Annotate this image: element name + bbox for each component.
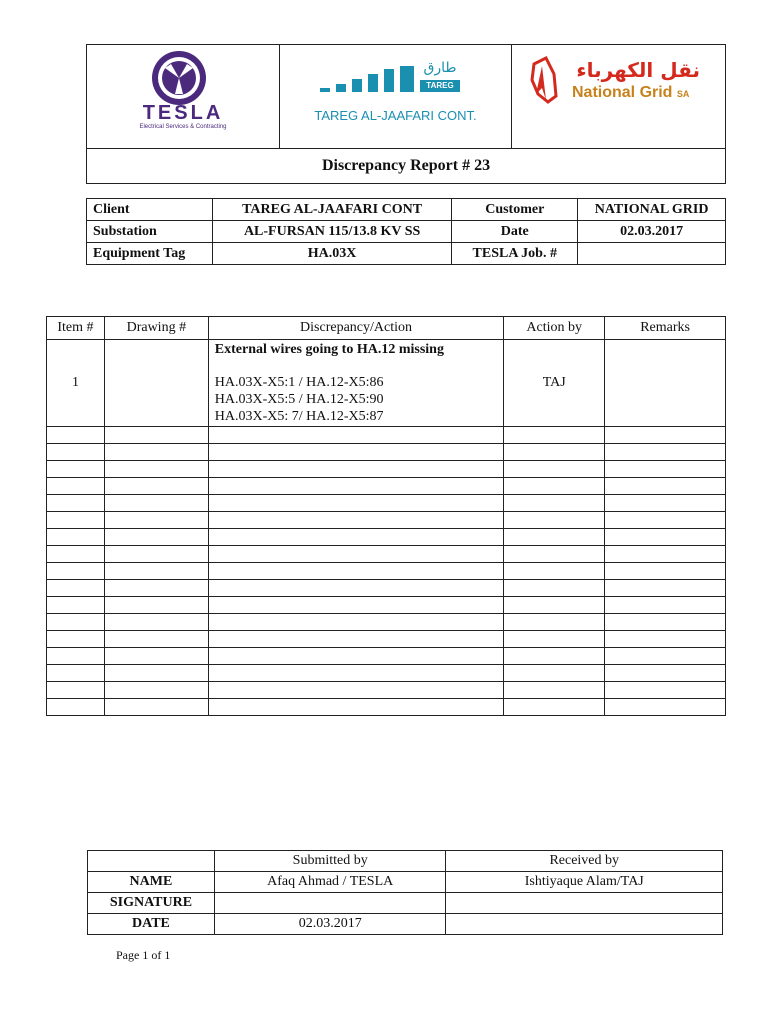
empty-cell xyxy=(605,478,726,495)
tareg-arabic: طارق xyxy=(423,60,457,76)
empty-cell xyxy=(605,597,726,614)
empty-cell xyxy=(208,495,504,512)
empty-cell xyxy=(208,580,504,597)
client-label: Client xyxy=(87,199,213,221)
received-signature xyxy=(446,893,723,914)
date-value: 02.03.2017 xyxy=(578,221,726,243)
empty-cell xyxy=(504,563,605,580)
header-logos xyxy=(86,44,726,182)
ng-name xyxy=(572,84,689,102)
empty-cell xyxy=(208,682,504,699)
sig-corner xyxy=(88,851,215,872)
empty-cell xyxy=(47,478,105,495)
empty-cell xyxy=(47,682,105,699)
empty-cell xyxy=(47,665,105,682)
empty-cell xyxy=(47,597,105,614)
ng-arabic: نقل الكهرباء xyxy=(576,58,700,82)
empty-cell xyxy=(47,495,105,512)
discrepancy-cell xyxy=(208,340,504,427)
table-row xyxy=(47,563,726,580)
empty-cell xyxy=(605,512,726,529)
empty-cell xyxy=(504,682,605,699)
empty-cell xyxy=(104,699,208,716)
signature-label: SIGNATURE xyxy=(88,893,215,914)
empty-cell xyxy=(208,563,504,580)
signature-table xyxy=(87,850,723,935)
received-date xyxy=(446,914,723,935)
empty-cell xyxy=(208,614,504,631)
date-row-label: DATE xyxy=(88,914,215,935)
empty-cell xyxy=(47,546,105,563)
table-row xyxy=(47,597,726,614)
table-row xyxy=(47,546,726,563)
submitted-name: Afaq Ahmad / TESLA xyxy=(214,872,446,893)
empty-cell xyxy=(208,512,504,529)
empty-cell xyxy=(504,427,605,444)
empty-cell xyxy=(605,427,726,444)
empty-cell xyxy=(104,665,208,682)
report-title: Discrepancy Report # 23 xyxy=(86,148,726,184)
discrepancy-table xyxy=(46,316,726,716)
discrepancy-line: HA.03X-X5: 7/ HA.12-X5:87 xyxy=(214,409,384,424)
tesla-name: TESLA xyxy=(142,102,224,124)
empty-cell xyxy=(504,529,605,546)
empty-cell xyxy=(208,665,504,682)
empty-cell xyxy=(504,665,605,682)
empty-cell xyxy=(504,631,605,648)
submitted-date: 02.03.2017 xyxy=(214,914,446,935)
empty-cell xyxy=(504,648,605,665)
empty-cell xyxy=(104,580,208,597)
table-row xyxy=(47,699,726,716)
item-number: 1 xyxy=(47,340,105,427)
empty-cell xyxy=(47,563,105,580)
page-number: Page 1 of 1 xyxy=(116,948,171,962)
empty-cell xyxy=(208,427,504,444)
table-row xyxy=(47,427,726,444)
header-item: Item # xyxy=(47,317,105,340)
header-remarks: Remarks xyxy=(605,317,726,340)
empty-cell xyxy=(47,699,105,716)
table-row xyxy=(47,495,726,512)
tareg-logo xyxy=(280,44,511,148)
date-label: Date xyxy=(452,221,578,243)
empty-cell xyxy=(605,699,726,716)
empty-cell xyxy=(605,580,726,597)
empty-cell xyxy=(605,461,726,478)
header-drawing: Drawing # xyxy=(104,317,208,340)
empty-cell xyxy=(104,597,208,614)
empty-cell xyxy=(104,495,208,512)
empty-cell xyxy=(104,546,208,563)
table-row xyxy=(47,580,726,597)
empty-cell xyxy=(208,529,504,546)
empty-cell xyxy=(104,478,208,495)
empty-cell xyxy=(605,614,726,631)
empty-cell xyxy=(208,478,504,495)
empty-cell xyxy=(504,699,605,716)
empty-cell xyxy=(104,427,208,444)
empty-cell xyxy=(605,529,726,546)
action-by: TAJ xyxy=(504,340,605,427)
empty-cell xyxy=(504,597,605,614)
empty-cell xyxy=(47,512,105,529)
empty-cell xyxy=(104,444,208,461)
empty-cell xyxy=(605,648,726,665)
table-row xyxy=(47,682,726,699)
empty-cell xyxy=(47,461,105,478)
empty-cell xyxy=(104,512,208,529)
discrepancy-heading: External wires going to HA.12 missing xyxy=(214,342,444,357)
empty-cell xyxy=(104,529,208,546)
empty-cell xyxy=(104,648,208,665)
empty-cell xyxy=(605,682,726,699)
empty-cell xyxy=(605,631,726,648)
empty-cell xyxy=(47,444,105,461)
ng-suffix: SA xyxy=(676,89,690,99)
empty-cell xyxy=(605,563,726,580)
info-table xyxy=(86,198,726,265)
table-row xyxy=(47,614,726,631)
empty-cell xyxy=(208,546,504,563)
national-grid-logo xyxy=(512,44,725,148)
table-row xyxy=(47,478,726,495)
empty-cell xyxy=(504,512,605,529)
empty-cell xyxy=(504,614,605,631)
customer-value: NATIONAL GRID xyxy=(578,199,726,221)
empty-cell xyxy=(504,444,605,461)
empty-cell xyxy=(47,427,105,444)
empty-cell xyxy=(104,461,208,478)
empty-cell xyxy=(208,597,504,614)
empty-cell xyxy=(208,444,504,461)
empty-cell xyxy=(47,580,105,597)
table-row xyxy=(47,461,726,478)
substation-value: AL-FURSAN 115/13.8 KV SS xyxy=(212,221,452,243)
empty-cell xyxy=(47,648,105,665)
empty-cell xyxy=(47,631,105,648)
empty-cell xyxy=(605,665,726,682)
name-label: NAME xyxy=(88,872,215,893)
table-row xyxy=(47,648,726,665)
empty-cell xyxy=(605,444,726,461)
equipment-tag-value: HA.03X xyxy=(212,243,452,265)
empty-cell xyxy=(208,699,504,716)
submitted-by-header: Submitted by xyxy=(214,851,446,872)
tesla-logo xyxy=(87,44,279,148)
empty-cell xyxy=(208,461,504,478)
table-row xyxy=(47,444,726,461)
received-name: Ishtiyaque Alam/TAJ xyxy=(446,872,723,893)
header-action-by: Action by xyxy=(504,317,605,340)
empty-cell xyxy=(504,478,605,495)
remarks xyxy=(605,340,726,427)
tareg-name: TAREG AL-JAAFARI CONT. xyxy=(314,108,477,123)
empty-cell xyxy=(605,495,726,512)
client-value: TAREG AL-JAAFARI CONT xyxy=(212,199,452,221)
empty-cell xyxy=(504,495,605,512)
tareg-badge: TAREG xyxy=(426,81,454,90)
equipment-tag-label: Equipment Tag xyxy=(87,243,213,265)
empty-cell xyxy=(47,614,105,631)
empty-cell xyxy=(504,546,605,563)
customer-label: Customer xyxy=(452,199,578,221)
received-by-header: Received by xyxy=(446,851,723,872)
empty-cell xyxy=(104,614,208,631)
discrepancy-line: HA.03X-X5:1 / HA.12-X5:86 xyxy=(214,375,384,390)
table-row xyxy=(47,631,726,648)
empty-cell xyxy=(104,631,208,648)
table-row xyxy=(47,665,726,682)
empty-cell xyxy=(104,563,208,580)
empty-cell xyxy=(47,529,105,546)
substation-label: Substation xyxy=(87,221,213,243)
table-row xyxy=(47,529,726,546)
job-number-label: TESLA Job. # xyxy=(452,243,578,265)
empty-cell xyxy=(504,580,605,597)
drawing-number xyxy=(104,340,208,427)
header-discrepancy: Discrepancy/Action xyxy=(208,317,504,340)
empty-cell xyxy=(605,546,726,563)
empty-cell xyxy=(504,461,605,478)
submitted-signature xyxy=(214,893,446,914)
empty-cell xyxy=(208,648,504,665)
ng-name-text: National Grid xyxy=(572,84,673,101)
discrepancy-line: HA.03X-X5:5 / HA.12-X5:90 xyxy=(214,392,384,407)
table-row xyxy=(47,340,726,427)
table-row xyxy=(47,512,726,529)
empty-cell xyxy=(104,682,208,699)
tesla-tagline: Electrical Services & Contracting xyxy=(139,124,227,130)
empty-cell xyxy=(208,631,504,648)
job-number-value xyxy=(578,243,726,265)
